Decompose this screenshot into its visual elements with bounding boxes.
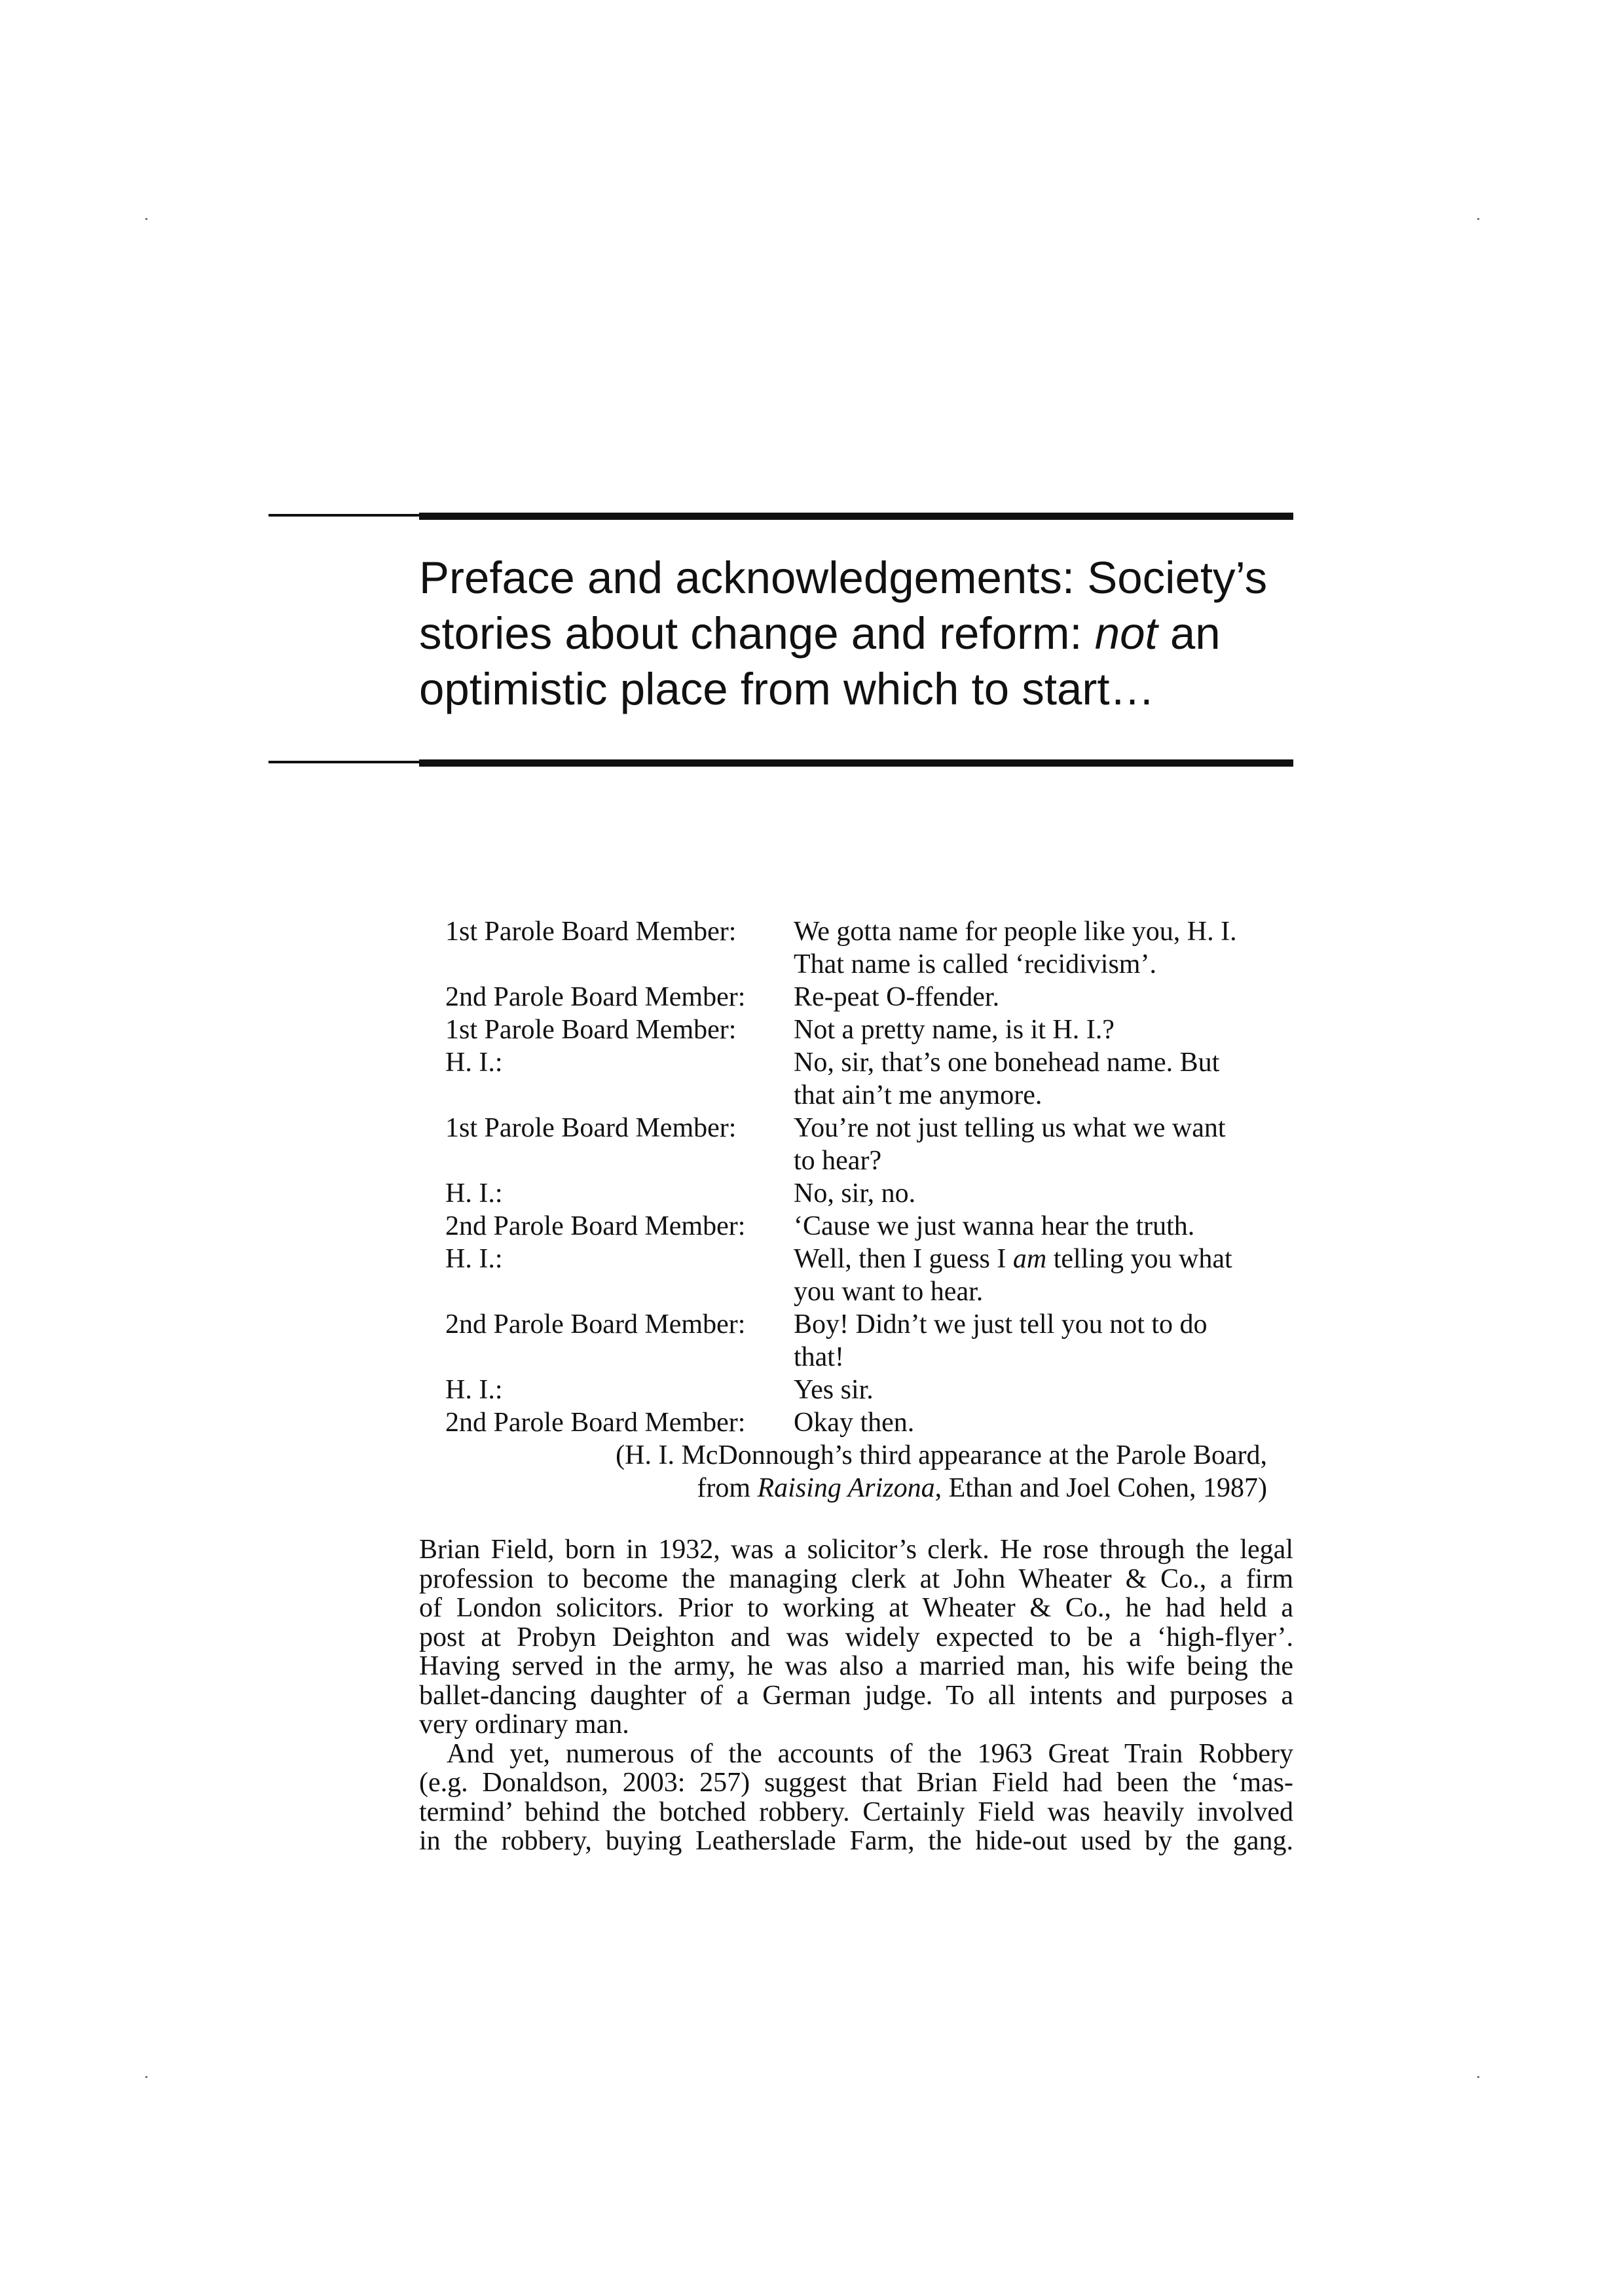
speaker: 2nd Parole Board Member: (445, 1408, 746, 1438)
body-line: termind’ behind the botched robbery. Certainly Field was heavily involved (419, 1796, 1293, 1827)
body-line: Brian Field, born in 1932, was a solicitor’s clerk. He rose through the legal (419, 1535, 1293, 1565)
dialogue-line (445, 1112, 1293, 1177)
dialogue-line (445, 1177, 1293, 1210)
speaker: 2nd Parole Board Member: (445, 1211, 746, 1241)
speech: We gotta name for people like you, H. I. That name is called ‘recidivism’. (794, 917, 1237, 979)
speech: ‘Cause we just wanna hear the truth. (794, 1211, 1195, 1241)
body-line: Having served in the army, he was also a married man, his wife being the (419, 1651, 1293, 1681)
film-title: Raising Arizona (757, 1473, 935, 1503)
dialogue-line (445, 1406, 1293, 1439)
body-line: post at Probyn Deighton and was widely expected to be a ‘high-flyer’. (419, 1622, 1293, 1652)
dialogue-line (445, 981, 1293, 1013)
dialogue-line (445, 915, 1293, 981)
body-line: in the robbery, buying Leatherslade Farm, the hide-out used by the gang. (419, 1826, 1293, 1856)
epigraph-attribution (445, 1439, 1267, 1504)
title-rule-bottom-thick (419, 759, 1293, 767)
dialogue-line (445, 1374, 1293, 1406)
dialogue-line (445, 1013, 1293, 1046)
crop-mark-top-left (145, 218, 147, 220)
dialogue-line (445, 1046, 1293, 1112)
speaker: 2nd Parole Board Member: (445, 1309, 746, 1339)
speech: You’re not just telling us what we want to hear? (794, 1113, 1226, 1176)
speaker: H. I.: (445, 1048, 503, 1078)
title-rule-top-thin (268, 514, 420, 517)
speech: Yes sir. (794, 1375, 874, 1405)
speaker: 1st Parole Board Member: (445, 1113, 737, 1143)
speaker: H. I.: (445, 1178, 503, 1209)
title-line-2-text: stories about change and reform: (419, 608, 1095, 659)
speech: No, sir, that’s one bonehead name. But that ain’t me anymore. (794, 1048, 1220, 1110)
body-line: ballet-dancing daughter of a German judge. To all intents and purposes a (419, 1680, 1293, 1711)
body-line: And yet, numerous of the accounts of the 1963 Great Train Robbery (447, 1738, 1293, 1769)
title-rule-bottom-thin (268, 761, 420, 763)
speaker: H. I.: (445, 1375, 503, 1405)
attribution-line-1: (H. I. McDonnough’s third appearance at the Parole Board, (616, 1440, 1267, 1470)
speech: Not a pretty name, is it H. I.? (794, 1015, 1115, 1045)
title-line-2 (419, 606, 1303, 661)
speech: Okay then. (794, 1408, 915, 1438)
title-line-1: Preface and acknowledgements: Society’s (419, 553, 1268, 603)
speech: Re-peat O-ffender. (794, 982, 1000, 1012)
speaker: H. I.: (445, 1244, 503, 1274)
dialogue-line (445, 1210, 1293, 1243)
speech-emphasis: am (1012, 1244, 1047, 1274)
crop-mark-bottom-right (1477, 2076, 1479, 2078)
body-text (419, 1535, 1293, 1856)
chapter-title (419, 550, 1303, 717)
title-line-3: optimistic place from which to start… (419, 664, 1155, 714)
speaker: 2nd Parole Board Member: (445, 982, 746, 1012)
body-line: (e.g. Donaldson, 2003: 257) suggest that Brian Field had been the ‘mas- (419, 1768, 1293, 1798)
body-line: profession to become the managing clerk at John Wheater & Co., a firm (419, 1563, 1293, 1594)
body-line: very ordinary man. (419, 1709, 629, 1740)
speech: Well, then I guess I am telling you what you want to hear. (794, 1244, 1232, 1307)
title-line-2-tail: an (1157, 608, 1221, 659)
dialogue-line (445, 1308, 1293, 1374)
body-line: of London solicitors. Prior to working at Wheater & Co., he had held a (419, 1593, 1293, 1623)
dialogue-line (445, 1243, 1293, 1308)
title-rule-top-thick (419, 513, 1293, 520)
speech: Boy! Didn’t we just tell you not to do that! (794, 1309, 1208, 1372)
speech: No, sir, no. (794, 1178, 916, 1209)
epigraph-dialogue (445, 915, 1293, 1439)
speaker: 1st Parole Board Member: (445, 1015, 737, 1045)
speaker: 1st Parole Board Member: (445, 917, 737, 947)
crop-mark-top-right (1477, 218, 1479, 220)
crop-mark-bottom-left (145, 2076, 147, 2078)
attribution-line-2: from Raising Arizona, Ethan and Joel Cohen, 1987) (697, 1473, 1267, 1503)
title-emphasis: not (1094, 608, 1158, 659)
